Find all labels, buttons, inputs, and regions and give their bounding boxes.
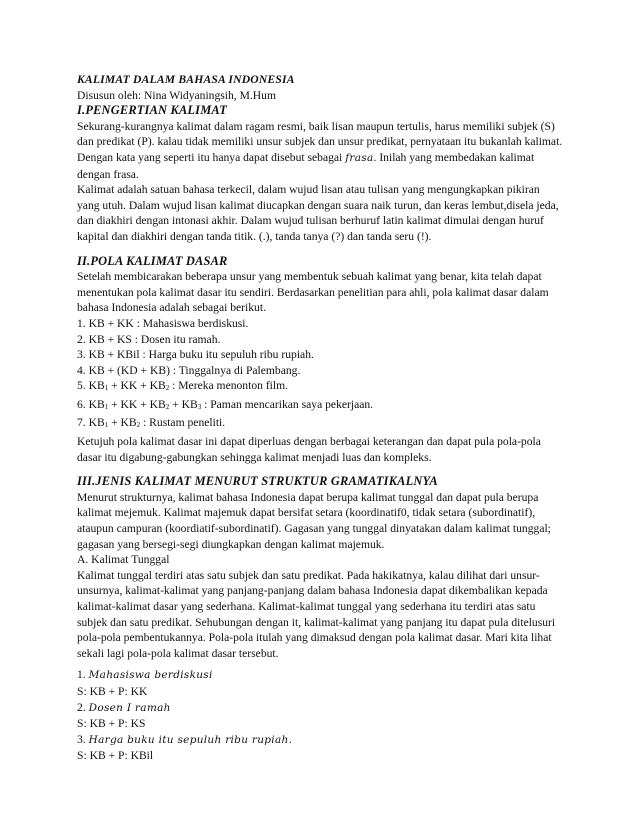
list-item [77,415,563,434]
paragraph-pola-outro: Ketujuh pola kalimat dasar ini dapat diperluas dengan berbagai keterangan dan dapat pula pola-pola dasar itu digabung-gabungkan sehingga kalimat menjadi luas dan kompleks. [77,435,541,464]
example-pattern: S: KB + P: KS [77,717,146,731]
subscript: 1 [104,384,109,393]
text: 6. KB [77,397,105,411]
example-sentence: Harga buku itu sepuluh ribu rupiah. [88,733,293,746]
frasa-term: frasa [345,151,374,164]
text: + KK + KB [108,379,166,393]
list-item: 2. KB + KS : Dosen itu ramah. [77,332,221,346]
paragraph-struktur: Menurut strukturnya, kalimat bahasa Indonesia dapat berupa kalimat tunggal dan dapat pula berupa kalimat mejemuk. Kalimat majemuk dapat bersifat setara (koordinatif0, tidak setara (subordinatif), ataupun campuran (koordiatif-subordinatif). Gagasan yang tunggal dinyatakan dalam kalimat tunggal; gagasan yang bersegi-segi diungkapkan dengan kalimat majemuk. [77,490,551,551]
section-heading-2: II.POLA KALIMAT DASAR [77,253,228,268]
list-item: 4. KB + (KD + KB) : Tinggalnya di Palembang. [77,363,301,377]
document-title: KALIMAT DALAM BAHASA INDONESIA [77,73,295,86]
subheading-kalimat-tunggal: A. Kalimat Tunggal [77,553,170,567]
list-item: 1. KB + KK : Mahasiswa berdiskusi. [77,316,249,330]
example-number: 2. [77,700,86,714]
text: 7. KB [77,416,105,430]
subscript: 1 [104,421,109,430]
section-heading-3: III.JENIS KALIMAT MENURUT STRUKTUR GRAMATIKALNYA [77,474,438,489]
subscript: 1 [104,402,109,411]
document-body [77,72,563,764]
example-item [77,732,563,749]
paragraph-pola-intro: Setelah membicarakan beberapa unsur yang membentuk sebuah kalimat yang benar, kita telah dapat menentukan pola kalimat dasar itu sendiri. Berdasarkan penelitian para ahli, pola kalimat dasar dalam bahasa Indonesia adalah sebagai berikut. [77,270,549,315]
text: : Rustam peneliti. [140,416,226,430]
list-item: 3. KB + KBil : Harga buku itu sepuluh ribu rupiah. [77,348,314,362]
subscript: 2 [165,402,170,411]
paragraph-kalimat: Kalimat adalah satuan bahasa terkecil, dalam wujud lisan atau tulisan yang mengungkapkan pikiran yang utuh. Dalam wujud lisan kalimat diucapkan dengan suara naik turun, dan keras lembut,disela jeda, dan diakhiri dengan intonasi akhir. Dalam wujud tulisan berhuruf latin kalimat dimulai dengan huruf kapital dan diakhiri dengan tanda titik. (.), tanda tanya (?) dan tanda seru (!). [77,183,559,243]
text: + KB [108,416,137,430]
text: : Paman mencarikan saya pekerjaan. [201,397,374,411]
example-sentence: Dosen I ramah [88,701,171,714]
list-item [77,378,563,397]
paragraph-kalimat-tunggal: Kalimat tunggal terdiri atas satu subjek dan satu predikat. Pada hakikatnya, kalau dilihat dari unsur-unsurnya, kalimat-kalimat yang panjang-panjang dalam bahasa Indonesia dapat dikembalikan kepada kalimat-kalimat dasar yang sederhana. Kalimat-kalimat tunggal yang sederhana itu terdiri atas satu subjek dan satu predikat. Sehubungan dengan it, kalimat-kalimat yang panjang itu dapat pula ditelusuri pola-pola pembentukannya. Pola-pola itulah yang dimaksud dengan pola kalimat dasar. Mari kita lihat sekali lagi pola-pola kalimat dasar tersebut. [77,568,556,660]
text: + KK + KB [108,397,166,411]
text: Sekurang-kurangnya kalimat dalam ragam resmi, baik lisan maupun tertulis, harus memiliki subjek (S) dan predikat (P). kalau tidak memiliki unsur subjek dan unsur predikat, pernyataan itu bukanlah kalimat. Dengan kata yang seperti itu hanya dapat disebut sebagai [77,119,563,164]
example-item [77,667,563,684]
paragraph-definition [77,119,563,182]
text: + KB [169,397,198,411]
list-item [77,397,563,416]
example-item [77,700,563,717]
subscript: 3 [197,402,202,411]
section-heading-1: I.PENGERTIAN KALIMAT [77,103,227,118]
author-line: Disusun oleh: Nina Widyaningsih, M.Hum [77,88,276,102]
text: . Inilah yang membedakan kalimat dengan frasa. [77,150,535,181]
subscript: 2 [136,421,141,430]
example-pattern: S: KB + P: KBil [77,749,154,763]
subscript: 2 [165,384,170,393]
text: : Mereka menonton film. [169,379,289,393]
example-number: 3. [77,732,86,746]
example-pattern: S: KB + P: KK [77,684,148,698]
example-sentence: Mahasiswa berdiskusi [88,669,213,682]
text: 5. KB [77,379,105,393]
example-number: 1. [77,668,86,682]
